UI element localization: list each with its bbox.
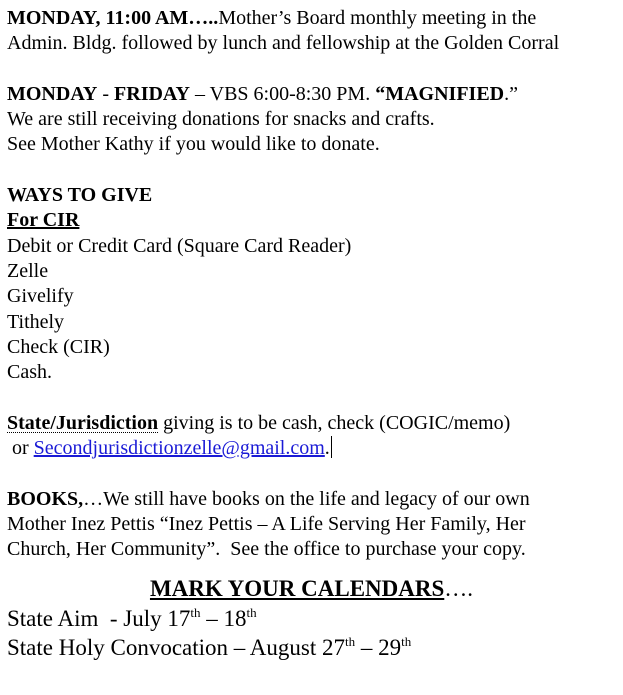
vbs-announcement [7,82,623,158]
calendar-event-holy-convocation [7,633,623,662]
monday-meeting-text-1: Mother’s Board monthly meeting in the [218,7,537,29]
event-name: State Holy Convocation – August 27 [7,634,345,660]
monday-meeting-announcement [7,6,623,57]
vbs-theme: “MAGNIFIED [375,82,505,105]
give-method-givelify: Givelify [7,285,74,308]
event-sup: th [401,633,412,649]
monday-meeting-label: MONDAY, 11:00 AM….. [7,7,219,29]
state-giving-text: giving is to be cash, check (COGIC/memo) [158,411,511,434]
spacer [7,158,623,183]
monday-meeting-text-2: Admin. Bldg. followed by lunch and fellowship at the Golden Corral [7,32,560,55]
spacer [7,461,623,486]
give-method-card: Debit or Credit Card (Square Card Reader) [7,234,352,257]
give-method-tithely: Tithely [7,310,65,333]
vbs-day-end: FRIDAY [114,82,190,105]
event-name: State Aim - July 17 [7,605,191,631]
calendar-events [7,604,623,662]
event-range: – 18 [200,605,247,631]
ways-to-give-section [7,183,623,385]
vbs-donations-text: We are still receiving donations for snacks and crafts. [7,108,435,131]
give-method-cash: Cash. [7,361,52,384]
ways-to-give-heading: WAYS TO GIVE [7,184,153,207]
books-label: BOOKS, [7,487,84,510]
books-announcement [7,487,623,563]
calendar-heading-text: MARK YOUR CALENDARS [149,575,445,601]
event-range: – 29 [355,634,402,660]
state-giving-or: or [7,437,34,460]
give-method-check: Check (CIR) [7,335,110,358]
event-sup: th [190,604,201,620]
calendar-event-state-aim [7,604,623,633]
state-giving-section [7,411,623,462]
give-method-zelle: Zelle [7,259,49,282]
books-text-2: Mother Inez Pettis “Inez Pettis – A Life Serving Her Family, Her [7,512,526,535]
for-cir-subheading: For CIR [7,209,80,232]
event-sup: th [246,604,257,620]
books-text-1: …We still have books on the life and legacy of our own [83,487,530,510]
mark-your-calendars-heading [7,574,623,604]
event-sup: th [344,633,356,649]
vbs-dash: - [97,82,115,105]
zelle-email-link[interactable]: Secondjurisdictionzelle@gmail.com [33,437,325,460]
vbs-contact-text: See Mother Kathy if you would like to donate. [7,133,380,156]
state-jurisdiction-label: State/Jurisdiction [7,411,159,434]
calendar-heading-suffix: …. [444,575,474,601]
vbs-time: – VBS 6:00-8:30 PM. [189,82,376,105]
spacer [7,57,623,82]
text-cursor [331,436,332,458]
vbs-day-start: MONDAY [7,82,98,105]
books-text-3: Church, Her Community”. See the office to purchase your copy. [7,538,526,561]
state-giving-period: . [324,437,330,460]
spacer [7,385,623,410]
vbs-theme-end: .” [504,82,518,105]
